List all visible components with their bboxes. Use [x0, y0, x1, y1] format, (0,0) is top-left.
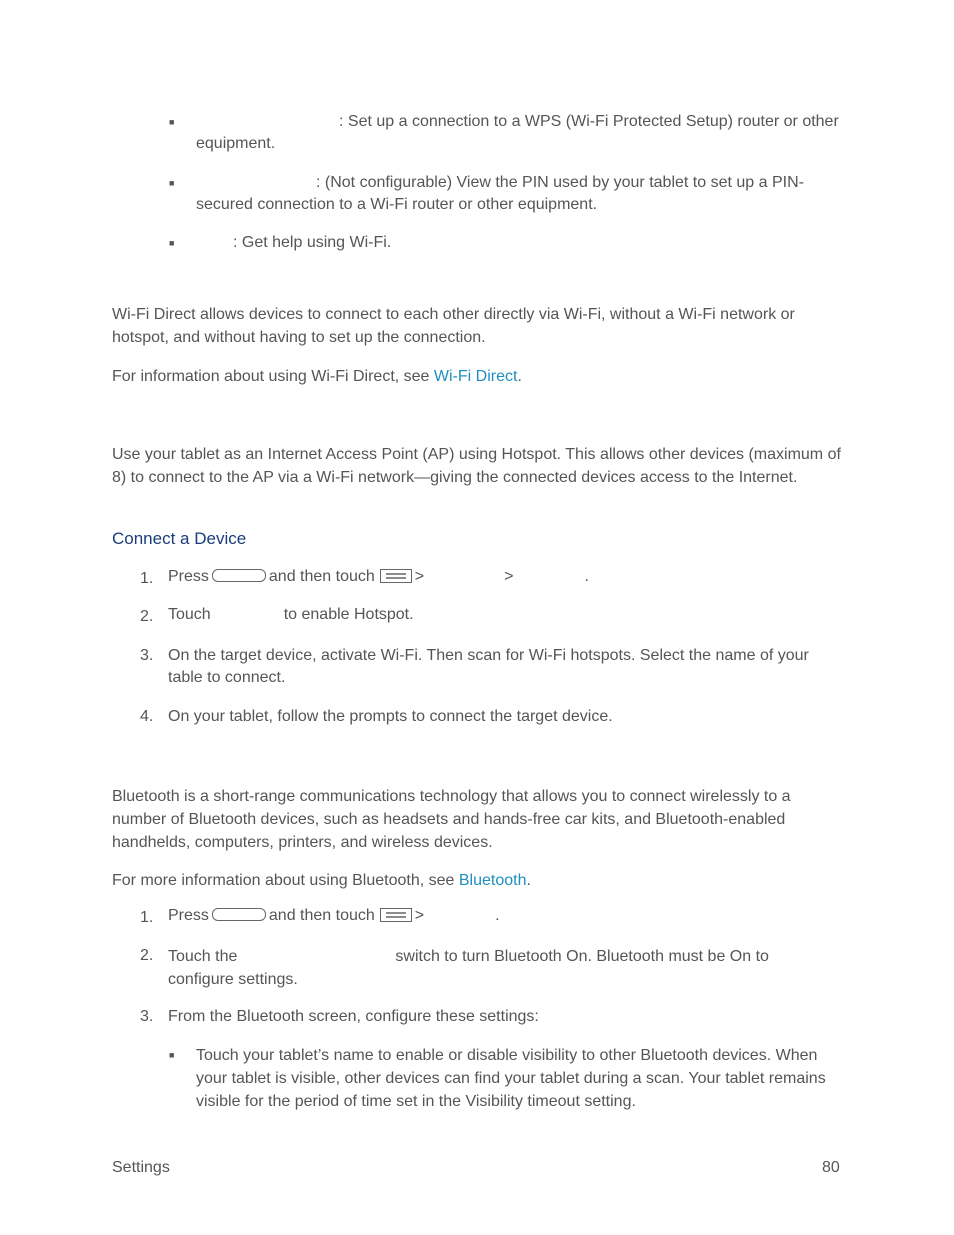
- wifi-direct-link[interactable]: Wi-Fi Direct: [433, 368, 518, 385]
- then-touch-label: and then touch: [268, 907, 375, 924]
- footer-page-number: 80: [822, 1159, 840, 1176]
- bluetooth-intro: Bluetooth is a short-range communications technology that allows you to connect wirelessly to a number of Bluetooth devices, such as headsets and hands-free car kits, and Bluetooth-enabled handhelds, computers, printers, and wireless devices.: [112, 788, 791, 851]
- home-key-icon: [212, 908, 266, 921]
- wifi-direct-intro: Wi-Fi Direct allows devices to connect to each other directly via Wi-Fi, without a Wi-Fi network or hotspot, and without having to set up the connection.: [112, 306, 795, 346]
- hotspot-step-4: On your tablet, follow the prompts to connect the target device.: [168, 708, 613, 725]
- hotspot-step-1: [168, 568, 589, 586]
- touch-label: Touch the: [168, 948, 238, 965]
- step-number: 1.: [140, 570, 154, 587]
- bullet-marker: ■: [169, 238, 175, 248]
- press-label: Press: [168, 568, 209, 585]
- bullet-help: : Get help using Wi-Fi.: [233, 234, 392, 251]
- bluetooth-step-1: [168, 907, 500, 925]
- step-end: .: [495, 907, 500, 924]
- bullet-wps: : Set up a connection to a WPS (Wi-Fi Protected Setup) router or other equipment.: [196, 113, 839, 152]
- bluetooth-step-3: From the Bluetooth screen, configure these settings:: [168, 1008, 539, 1025]
- step-rest-continued: configure settings.: [168, 971, 298, 988]
- hotspot-step-2: [168, 606, 414, 624]
- step-number: 3.: [140, 1008, 154, 1025]
- then-touch-label: and then touch: [268, 568, 375, 585]
- bullet-marker: ■: [169, 117, 175, 127]
- gt-separator: >: [504, 568, 514, 585]
- bluetooth-info: [112, 869, 847, 892]
- menu-icon: [380, 908, 412, 922]
- bluetooth-step-2: [168, 945, 769, 991]
- gt-separator: >: [414, 568, 425, 585]
- step-end: .: [584, 568, 589, 585]
- footer-section: Settings: [112, 1159, 170, 1176]
- hotspot-intro: Use your tablet as an Internet Access Point (AP) using Hotspot. This allows other devices (maximum of 8) to connect to the AP via a Wi-Fi network—giving the connected devices access to the Internet.: [112, 446, 841, 486]
- step-number: 2.: [140, 947, 154, 964]
- wifi-direct-info-prefix: For information about using Wi-Fi Direct, see: [112, 368, 434, 385]
- bullet-marker: ■: [169, 1050, 175, 1060]
- step-number: 4.: [140, 708, 154, 725]
- step-number: 2.: [140, 608, 154, 625]
- gt-separator: >: [414, 907, 425, 924]
- step-number: 1.: [140, 909, 154, 926]
- step-number: 3.: [140, 647, 154, 664]
- connect-device-heading: Connect a Device: [112, 529, 247, 548]
- step-rest: to enable Hotspot.: [283, 606, 414, 623]
- hotspot-step-3: On the target device, activate Wi-Fi. Then scan for Wi-Fi hotspots. Select the name of your table to connect.: [168, 647, 809, 686]
- bluetooth-link[interactable]: Bluetooth: [458, 872, 527, 889]
- wifi-direct-info-suffix: .: [517, 368, 522, 385]
- bullet-marker: ■: [169, 178, 175, 188]
- bluetooth-info-suffix: .: [526, 872, 531, 889]
- press-label: Press: [168, 907, 209, 924]
- wifi-direct-info: [112, 365, 847, 388]
- touch-label: Touch: [168, 606, 211, 623]
- step-rest: switch to turn Bluetooth On. Bluetooth must be On to: [395, 948, 769, 965]
- menu-icon: [380, 569, 412, 583]
- bullet-wps-pin: : (Not configurable) View the PIN used by your tablet to set up a PIN-secured connection to a Wi-Fi router or other equipment.: [196, 174, 804, 213]
- bluetooth-info-prefix: For more information about using Bluetooth, see: [112, 872, 459, 889]
- bluetooth-visibility-bullet: Touch your tablet’s name to enable or disable visibility to other Bluetooth devices. When your tablet is visible, other devices can find your tablet during a scan. Your tablet remains visible for the period of time set in the Visibility timeout setting.: [196, 1047, 826, 1110]
- home-key-icon: [212, 569, 266, 582]
